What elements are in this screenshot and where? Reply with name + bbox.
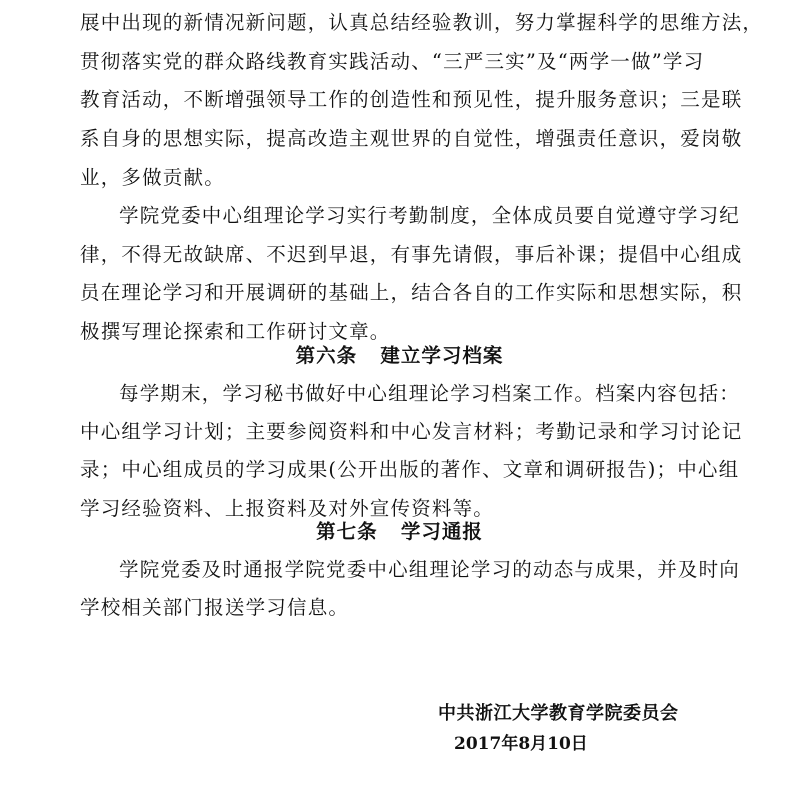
paragraph-2-line-2: 律，不得无故缺席、不迟到早退，有事先请假，事后补课；提倡中心组成 <box>80 243 743 266</box>
paragraph-2-line-3: 员在理论学习和开展调研的基础上，结合各自的工作实际和思想实际，积 <box>80 281 743 304</box>
paragraph-1-line-5: 业，多做贡献。 <box>80 166 225 189</box>
paragraph-2-line-4: 极撰写理论探索和工作研讨文章。 <box>80 320 391 343</box>
article-7-line-1: 学院党委及时通报学院党委中心组理论学习的动态与成果，并及时向 <box>119 558 741 581</box>
article-6-line-3: 录；中心组成员的学习成果(公开出版的著作、文章和调研报告)；中心组 <box>80 458 740 481</box>
article-6-heading: 第六条 建立学习档案 <box>295 344 504 367</box>
signature-date: 2017年8月10日 <box>454 734 588 754</box>
article-6-line-2: 中心组学习计划；主要参阅资料和中心发言材料；考勤记录和学习讨论记 <box>80 420 743 443</box>
paragraph-1-line-2: 贯彻落实党的群众路线教育实践活动、“三严三实”及“两学一做”学习 <box>80 50 705 73</box>
paragraph-1-line-3: 教育活动，不断增强领导工作的创造性和预见性，提升服务意识；三是联 <box>80 88 743 111</box>
article-6-line-4: 学习经验资料、上报资料及对外宣传资料等。 <box>80 497 495 520</box>
paragraph-1-line-1: 展中出现的新情况新问题，认真总结经验教训，努力掌握科学的思维方法， <box>80 11 764 34</box>
article-6-line-1: 每学期末，学习秘书做好中心组理论学习档案工作。档案内容包括： <box>119 382 741 405</box>
paragraph-1-line-4: 系自身的思想实际，提高改造主观世界的自觉性，增强责任意识，爱岗敬 <box>80 127 743 150</box>
article-7-heading: 第七条 学习通报 <box>316 520 483 543</box>
article-7-line-2: 学校相关部门报送学习信息。 <box>80 596 350 619</box>
paragraph-2-line-1: 学院党委中心组理论学习实行考勤制度，全体成员要自觉遵守学习纪 <box>119 204 741 227</box>
signature-organization: 中共浙江大学教育学院委员会 <box>438 703 679 724</box>
